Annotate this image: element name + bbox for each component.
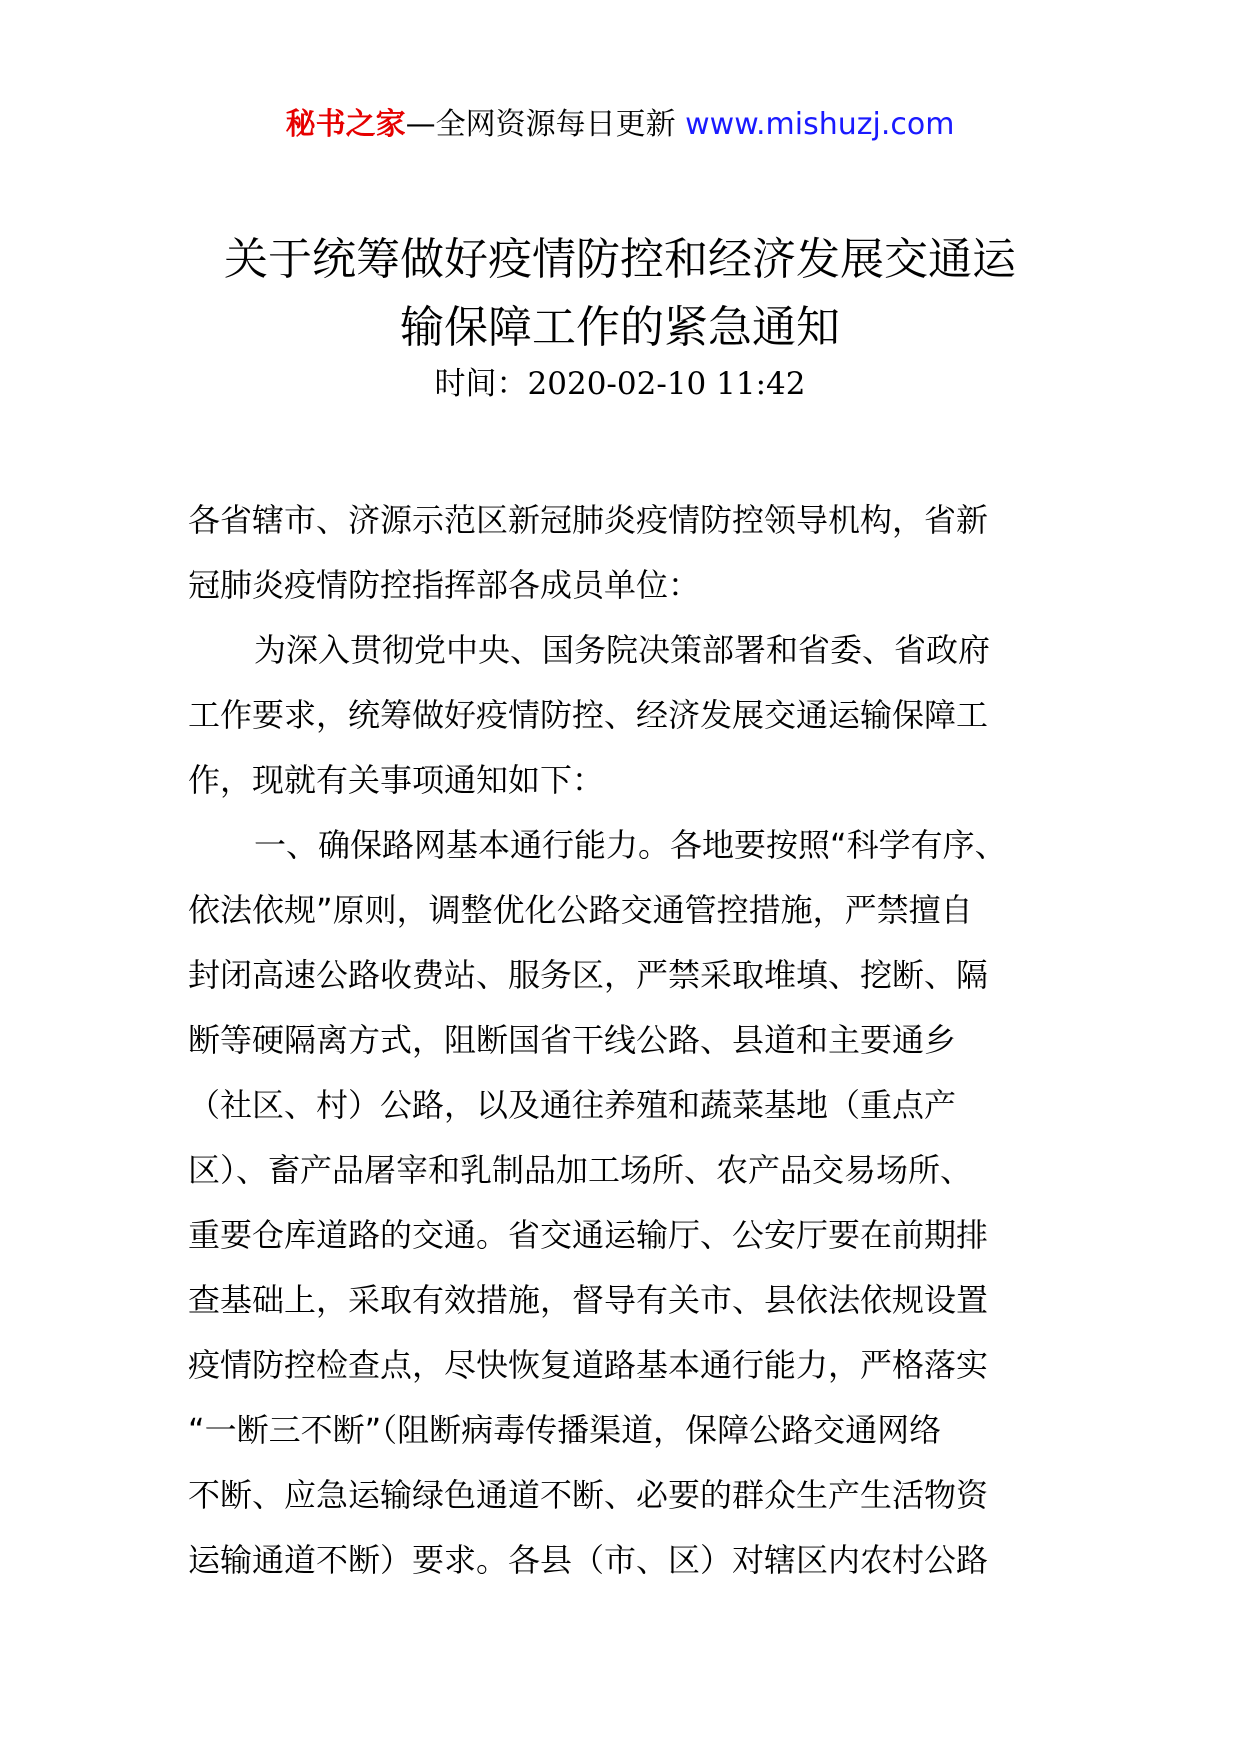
- body-line: 重要仓库道路的交通。省交通运输厅、公安厅要在前期排: [188, 1216, 989, 1254]
- brand-name: 秘书之家: [285, 107, 406, 142]
- site-url-link[interactable]: www.mishuzj.com: [685, 107, 955, 142]
- body-line: 查基础上，采取有效措施，督导有关市、县依法依规设置: [188, 1281, 989, 1319]
- body-line: 疫情防控检查点，尽快恢复道路基本通行能力，严格落实: [188, 1346, 989, 1384]
- body-line: 依法依规”原则，调整优化公路交通管控措施，严禁擅自: [188, 891, 973, 929]
- body-line: 不断、应急运输绿色通道不断、必要的群众生产生活物资: [188, 1476, 989, 1514]
- body-line: 一、确保路网基本通行能力。各地要按照“科学有序、: [254, 826, 1007, 864]
- body-line: 断等硬隔离方式，阻断国省干线公路、县道和主要通乡: [188, 1021, 957, 1059]
- document-body: [188, 488, 1068, 1593]
- body-line: 封闭高速公路收费站、服务区，严禁采取堆填、挖断、隔: [188, 956, 989, 994]
- document-title: [0, 226, 1240, 362]
- site-header: [0, 100, 1240, 150]
- header-tagline: —全网资源每日更新: [405, 107, 686, 142]
- body-line: 为深入贯彻党中央、国务院决策部署和省委、省政府: [254, 631, 991, 669]
- body-line: （社区、村）公路，以及通往养殖和蔬菜基地（重点产: [188, 1086, 957, 1124]
- body-line: 运输通道不断）要求。各县（市、区）对辖区内农村公路: [188, 1541, 989, 1579]
- body-line: 各省辖市、济源示范区新冠肺炎疫情防控领导机构，省新: [188, 501, 989, 539]
- body-line: 区）、畜产品屠宰和乳制品加工场所、农产品交易场所、: [188, 1151, 973, 1189]
- publish-timestamp: 时间：2020-02-10 11:42: [434, 366, 806, 402]
- title-line-2: 输保障工作的紧急通知: [400, 302, 840, 353]
- body-line: “一断三不断”（阻断病毒传播渠道，保障公路交通网络: [188, 1411, 942, 1449]
- body-line: 工作要求，统筹做好疫情防控、经济发展交通运输保障工: [188, 696, 989, 734]
- body-line: 冠肺炎疫情防控指挥部各成员单位：: [188, 566, 701, 604]
- title-line-1: 关于统筹做好疫情防控和经济发展交通运: [224, 234, 1016, 285]
- body-line: 作，现就有关事项通知如下：: [188, 761, 605, 799]
